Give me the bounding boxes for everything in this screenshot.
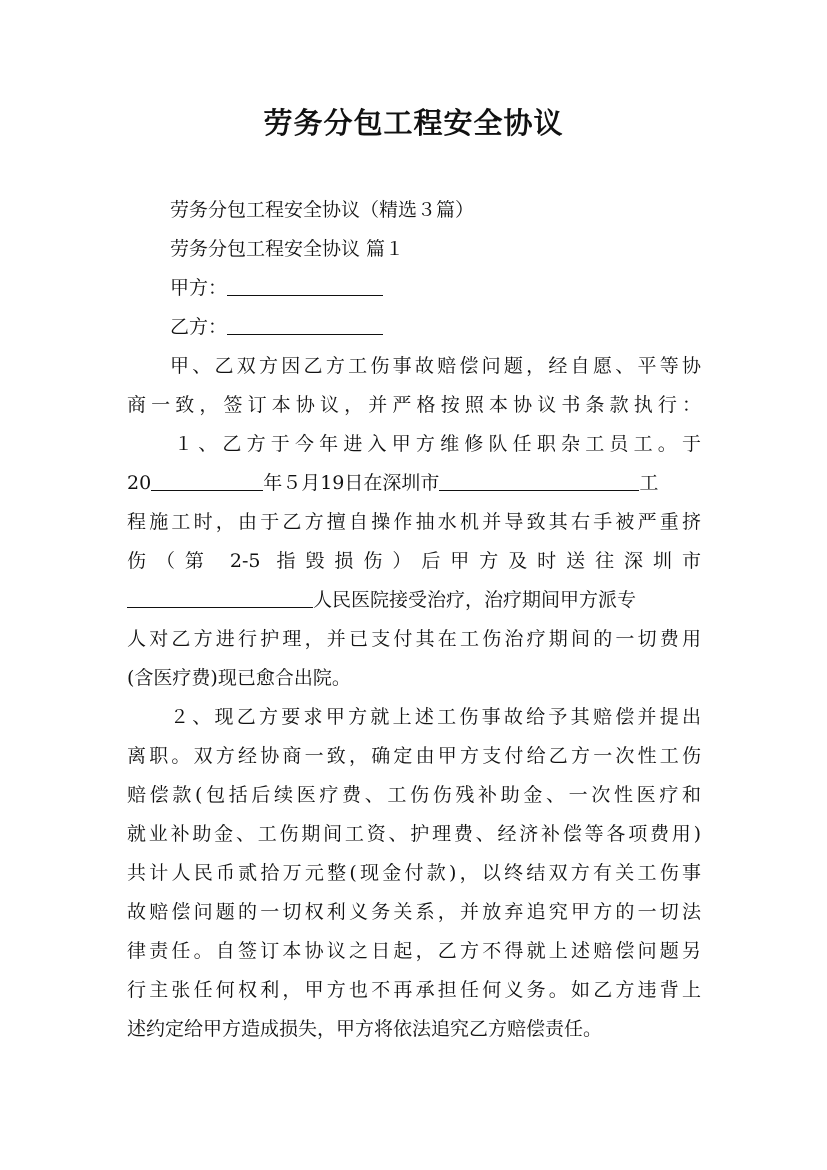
clause2-line-6: 故赔偿问题的一切权利义务关系，并放弃追究甲方的一切法	[127, 901, 701, 923]
intro-line-2: 商一致，签订本协议，并严格按照本协议书条款执行：	[127, 394, 701, 416]
hospital-text: 人民医院接受治疗，治疗期间甲方派专	[313, 589, 637, 611]
hospital-blank	[127, 583, 313, 608]
clause2-line-9: 述约定给甲方造成损失，甲方将依法追究乙方赔偿责任。	[127, 1018, 603, 1040]
clause2-line-7: 律责任。自签订本协议之日起，乙方不得就上述赔偿问题另	[127, 940, 701, 962]
party-a-label: 甲方：	[170, 277, 228, 299]
article-heading: 劳务分包工程安全协议 篇１	[170, 238, 405, 260]
clause1-line-7: (含医疗费)现已愈合出院。	[127, 667, 351, 689]
party-a-line	[170, 269, 701, 307]
clause2-line-5: 共计人民币贰拾万元整(现金付款)，以终结双方有关工伤事	[127, 862, 701, 884]
date-location-text: 年５月19日在深圳市	[263, 472, 440, 494]
clause2-line-8: 行主张任何权利，甲方也不再承担任何义务。如乙方违背上	[127, 979, 701, 1001]
clause1-line-4: 伤（第 2-5 指毁损伤）后甲方及时送往深圳市	[127, 550, 701, 572]
project-blank	[439, 466, 639, 491]
party-a-blank	[227, 271, 383, 296]
party-b-line	[170, 308, 701, 346]
project-suffix: 工	[639, 472, 659, 494]
clause1-line-3: 程施工时，由于乙方擅自操作抽水机并导致其右手被严重挤	[127, 511, 701, 533]
subtitle: 劳务分包工程安全协议（精选３篇）	[170, 199, 475, 221]
clause1-line-1: １、乙方于今年进入甲方维修队任职杂工员工。于	[174, 433, 701, 455]
clause2-line-1: ２、现乙方要求甲方就上述工伤事故给予其赔偿并提出	[170, 706, 701, 728]
party-b-label: 乙方：	[170, 316, 228, 338]
clause2-line-3: 赔偿款(包括后续医疗费、工伤伤残补助金、一次性医疗和	[127, 784, 701, 806]
intro-line-1: 甲、乙双方因乙方工伤事故赔偿问题，经自愿、平等协	[170, 355, 701, 377]
clause1-line-6: 人对乙方进行护理，并已支付其在工伤治疗期间的一切费用	[127, 628, 701, 650]
year-prefix: 20	[127, 472, 152, 494]
clause1-line-5	[127, 581, 701, 619]
party-b-blank	[227, 310, 383, 335]
clause2-line-4: 就业补助金、工伤期间工资、护理费、经济补偿等各项费用)	[127, 823, 701, 845]
clause1-line-2	[127, 464, 701, 502]
clause2-line-2: 离职。双方经协商一致，确定由甲方支付给乙方一次性工伤	[127, 745, 701, 767]
year-blank	[151, 466, 263, 491]
document-title: 劳务分包工程安全协议	[263, 106, 564, 140]
